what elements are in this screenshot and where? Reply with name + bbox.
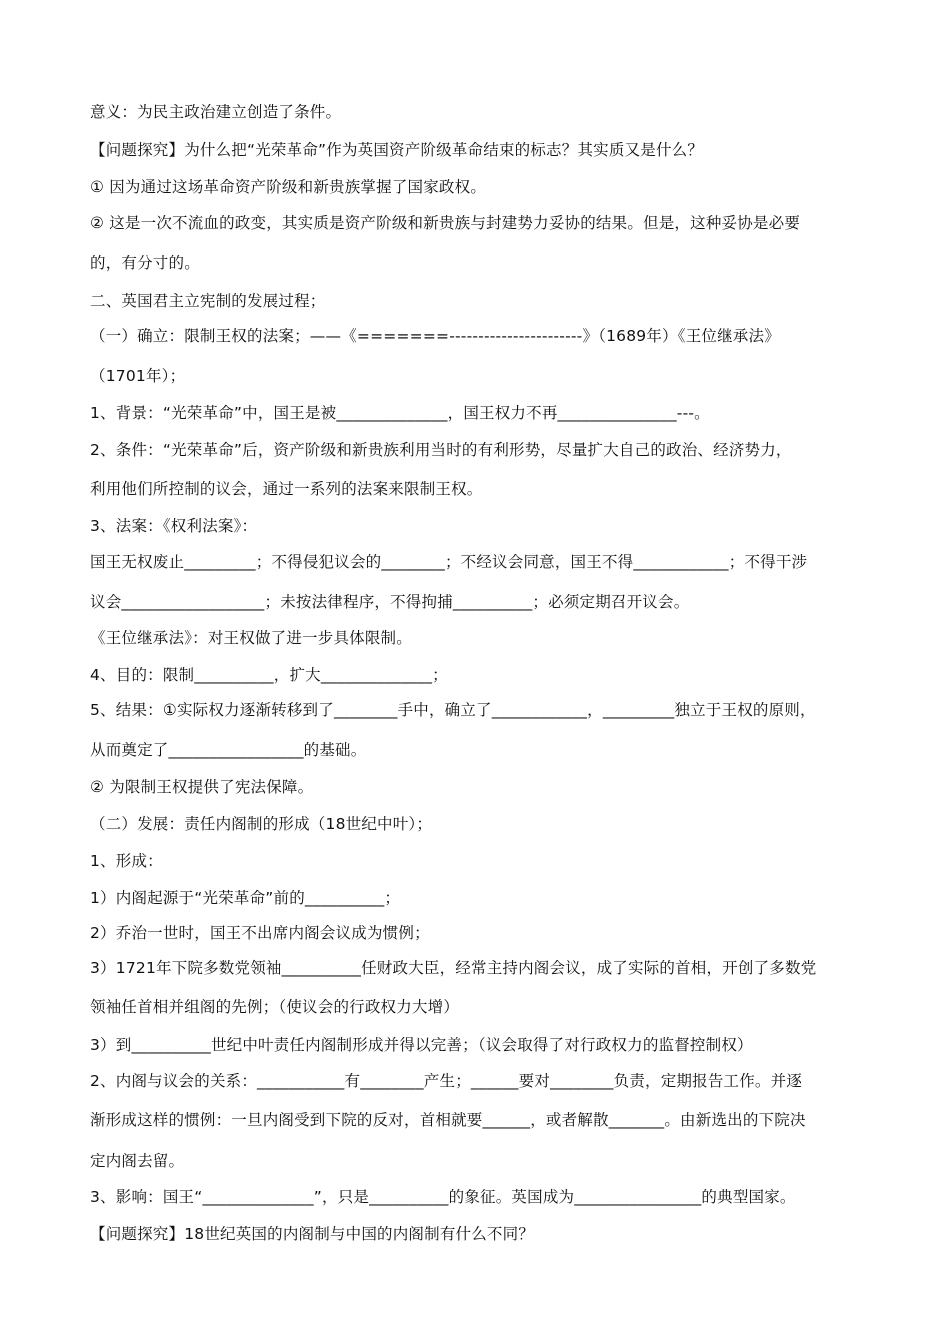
text-line: （1701年）； [90, 367, 186, 385]
text-line: 从而奠定了_________________的基础。 [90, 741, 367, 759]
text-line: 3）到__________世纪中叶责任内阁制形成并得以完善；（议会取得了对行政权力的监督控制权） [90, 1036, 753, 1054]
text-line: ② 为限制王权提供了宪法保障。 [90, 778, 314, 796]
text-line: （二）发展：责任内阁制的形成（18世纪中叶）； [90, 815, 433, 833]
text-line: 议会__________________；未按法律程序，不得拘捕__________；必须定期召开议会。 [90, 593, 690, 611]
text-line: 3）1721年下院多数党领袖__________任财政大臣，经常主持内阁会议，成了实际的首相，开创了多数党 [90, 959, 817, 977]
text-line: 1、背景：“光荣革命”中，国王是被______________，国王权力不再_______________---。 [90, 404, 710, 422]
text-line: 利用他们所控制的议会，通过一系列的法案来限制王权。 [90, 480, 483, 498]
text-line: 的，有分寸的。 [90, 254, 200, 272]
text-line: 意义：为民主政治建立创造了条件。 [90, 103, 342, 121]
text-line: 《王位继承法》：对王权做了进一步具体限制。 [90, 629, 412, 647]
text-line: 3、法案：《权利法案》： [90, 517, 258, 535]
text-line: 3、影响：国王“______________”，只是__________的象征。英国成为________________的典型国家。 [90, 1188, 796, 1206]
text-line: 2、条件：“光荣革命”后，资产阶级和新贵族利用当时的有利形势，尽量扩大自己的政治、经济势力， [90, 441, 792, 459]
text-line: 1）内阁起源于“光荣革命”前的__________； [90, 889, 401, 907]
text-line: 领袖任首相并组阁的先例；（使议会的行政权力大增） [90, 998, 460, 1016]
text-line: 5、结果：①实际权力逐渐转移到了________手中，确立了____________，_________独立于王权的原则， [90, 701, 816, 719]
text-line: 2）乔治一世时，国王不出席内阁会议成为惯例； [90, 924, 430, 942]
text-line: 4、目的：限制__________，扩大______________； [90, 666, 448, 684]
text-line: 国王无权废止_________；不得侵犯议会的________；不经议会同意，国王不得____________；不得干涉 [90, 553, 808, 571]
text-line: 二、英国君主立宪制的发展过程； [90, 292, 326, 310]
text-line: ① 因为通过这场革命资产阶级和新贵族掌握了国家政权。 [90, 178, 487, 196]
text-line: （一）确立：限制王权的法案；——《=======-----------------------》（1689年）《王位继承法》 [90, 327, 780, 345]
text-line: 定内阁去留。 [90, 1152, 185, 1170]
text-line: 【问题探究】18世纪英国的内阁制与中国的内阁制有什么不同？ [90, 1225, 535, 1243]
text-line: ② 这是一次不流血的政变，其实质是资产阶级和新贵族与封建势力妥协的结果。但是，这种妥协是必要 [90, 214, 801, 232]
text-line: 2、内阁与议会的关系：___________有________产生；______要对________负责，定期报告工作。并逐 [90, 1072, 803, 1090]
text-line: 渐形成这样的惯例：一旦内阁受到下院的反对，首相就要______，或者解散_______。由新选出的下院决 [90, 1111, 806, 1129]
text-line: 【问题探究】为什么把“光荣革命”作为英国资产阶级革命结束的标志？其实质又是什么？ [90, 141, 704, 159]
text-line: 1、形成： [90, 852, 163, 870]
